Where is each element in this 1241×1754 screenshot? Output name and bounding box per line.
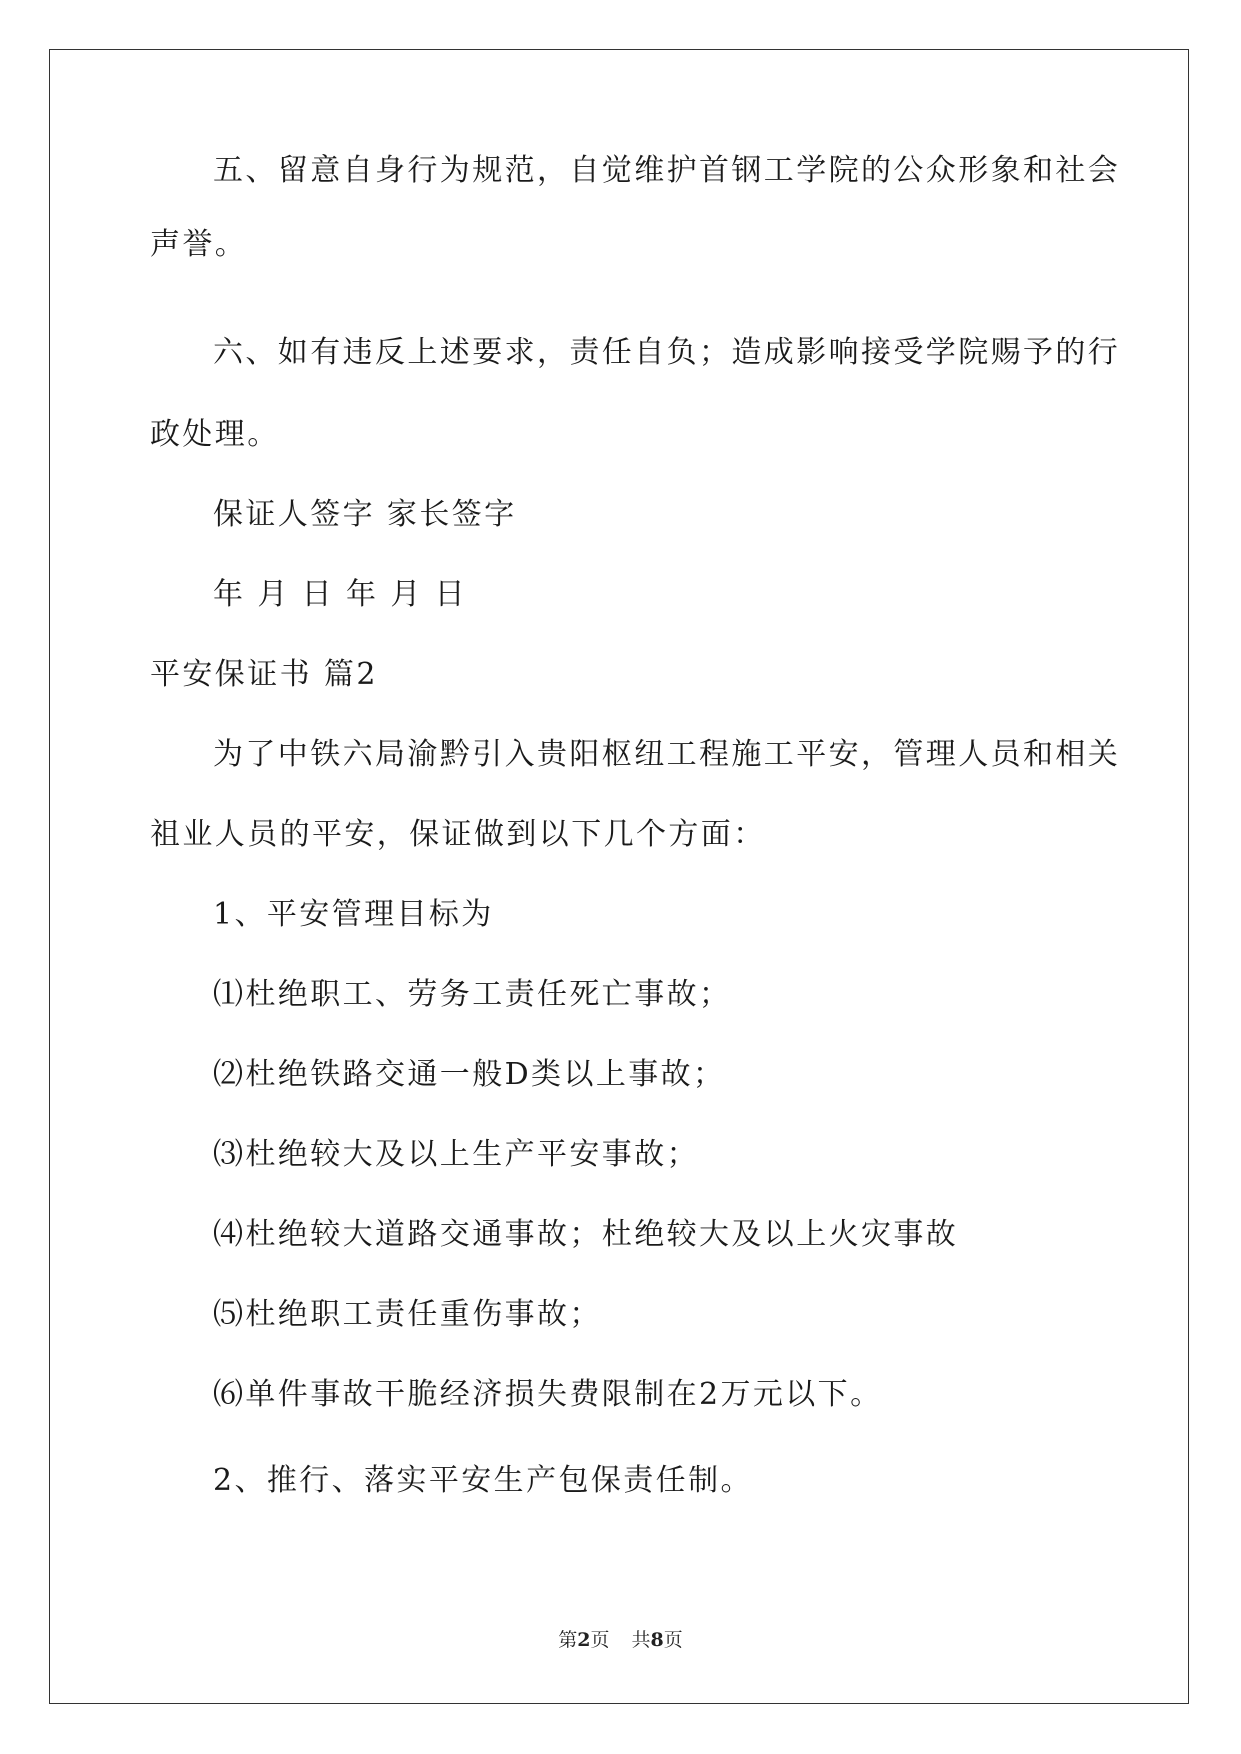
page-border	[49, 49, 1189, 1704]
intro-paragraph: 为了中铁六局渝黔引入贵阳枢纽工程施工平安，管理人员和相关	[213, 737, 1121, 772]
date-line: 年 月 日 年 月 日	[213, 577, 468, 612]
page-footer	[0, 1628, 1241, 1652]
signature-line: 保证人签字 家长签字	[213, 497, 517, 532]
list-item-responsibility: 2、推行、落实平安生产包保责任制。	[213, 1463, 753, 1498]
paragraph-five-continued: 声誉。	[150, 227, 248, 262]
footer-current-page: 2	[577, 1629, 591, 1651]
intro-paragraph-continued: 祖业人员的平安，保证做到以下几个方面：	[150, 817, 766, 852]
footer-prefix: 第	[558, 1629, 578, 1651]
section-heading: 平安保证书 篇2	[150, 657, 378, 692]
paragraph-six: 六、如有违反上述要求，责任自负；造成影响接受学院赐予的行	[213, 335, 1121, 370]
footer-total-pages: 8	[650, 1629, 664, 1651]
paragraph-six-continued: 政处理。	[150, 417, 280, 452]
footer-total-prefix: 共	[631, 1629, 651, 1651]
footer-page-unit: 页	[590, 1629, 610, 1651]
list-item-2: ⑵杜绝铁路交通一般D类以上事故；	[213, 1057, 726, 1092]
paragraph-five: 五、留意自身行为规范，自觉维护首钢工学院的公众形象和社会	[213, 153, 1121, 188]
list-item-5: ⑸杜绝职工责任重伤事故；	[213, 1297, 602, 1332]
list-item-goal: 1、平安管理目标为	[213, 897, 494, 932]
list-item-6: ⑹单件事故干脆经济损失费限制在2万元以下。	[213, 1377, 883, 1412]
list-item-4: ⑷杜绝较大道路交通事故；杜绝较大及以上火灾事故	[213, 1217, 959, 1252]
footer-total-unit: 页	[663, 1629, 683, 1651]
list-item-3: ⑶杜绝较大及以上生产平安事故；	[213, 1137, 699, 1172]
list-item-1: ⑴杜绝职工、劳务工责任死亡事故；	[213, 977, 732, 1012]
